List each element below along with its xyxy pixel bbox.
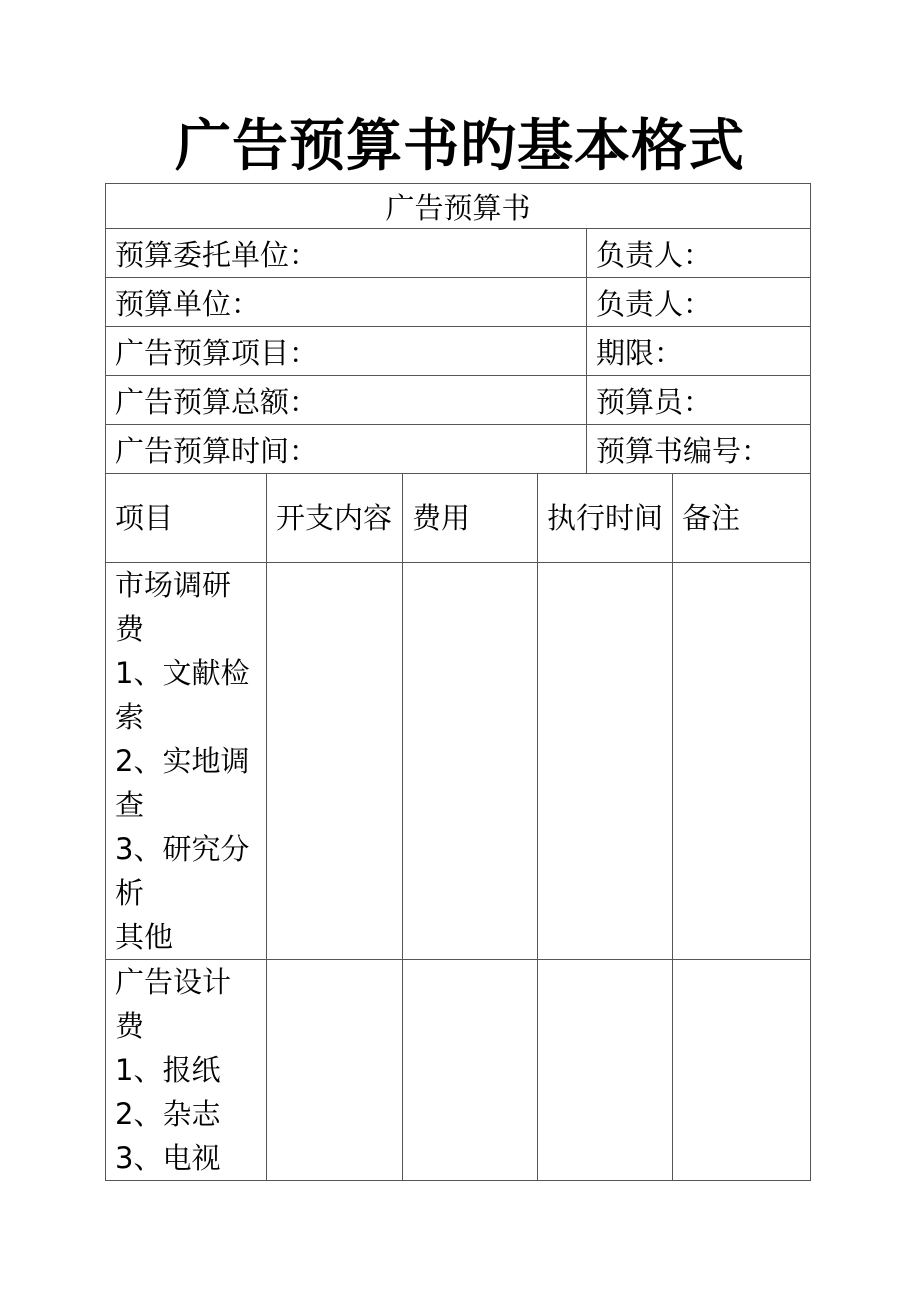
- item-line: 其他: [115, 920, 174, 954]
- note-cell: [673, 960, 811, 1181]
- note-cell: [673, 563, 811, 960]
- column-header-note: 备注: [673, 474, 811, 563]
- info-row: [106, 229, 811, 278]
- column-header-cost: 费用: [403, 474, 538, 563]
- item-line: 2、实地调查: [115, 744, 250, 822]
- table-caption: 广告预算书: [106, 184, 811, 229]
- caption-row: [106, 184, 811, 229]
- info-label-left: 预算单位：: [106, 278, 587, 327]
- table-row: [106, 563, 811, 960]
- info-label-right: 期限：: [587, 327, 811, 376]
- budget-table: [105, 183, 811, 1181]
- item-line: 1、文献检索: [115, 656, 250, 734]
- info-label-left: 广告预算时间：: [106, 425, 587, 474]
- column-header-content: 开支内容: [267, 474, 403, 563]
- info-label-right: 预算员：: [587, 376, 811, 425]
- item-line: 2、杂志: [115, 1097, 221, 1131]
- column-header-time: 执行时间: [538, 474, 673, 563]
- info-label-right: 预算书编号：: [587, 425, 811, 474]
- item-line: 1、报纸: [115, 1053, 221, 1087]
- cost-cell: [403, 563, 538, 960]
- info-label-right: 负责人：: [587, 278, 811, 327]
- info-label-left: 预算委托单位：: [106, 229, 587, 278]
- info-label-right: 负责人：: [587, 229, 811, 278]
- item-line: 市场调研费: [115, 568, 232, 646]
- time-cell: [538, 563, 673, 960]
- info-label-left: 广告预算项目：: [106, 327, 587, 376]
- cost-cell: [403, 960, 538, 1181]
- column-header-row: [106, 474, 811, 563]
- item-cell: [106, 563, 267, 960]
- column-header-item: 项目: [106, 474, 267, 563]
- item-line: 3、研究分析: [115, 832, 250, 910]
- table-row: [106, 960, 811, 1181]
- content-cell: [267, 563, 403, 960]
- info-row: [106, 327, 811, 376]
- info-row: [106, 278, 811, 327]
- item-cell: [106, 960, 267, 1181]
- content-cell: [267, 960, 403, 1181]
- info-label-left: 广告预算总额：: [106, 376, 587, 425]
- page-title: 广告预算书旳基本格式: [175, 114, 745, 179]
- info-row: [106, 376, 811, 425]
- info-row: [106, 425, 811, 474]
- time-cell: [538, 960, 673, 1181]
- item-line: 广告设计费: [115, 965, 232, 1043]
- item-line: 3、电视: [115, 1141, 221, 1175]
